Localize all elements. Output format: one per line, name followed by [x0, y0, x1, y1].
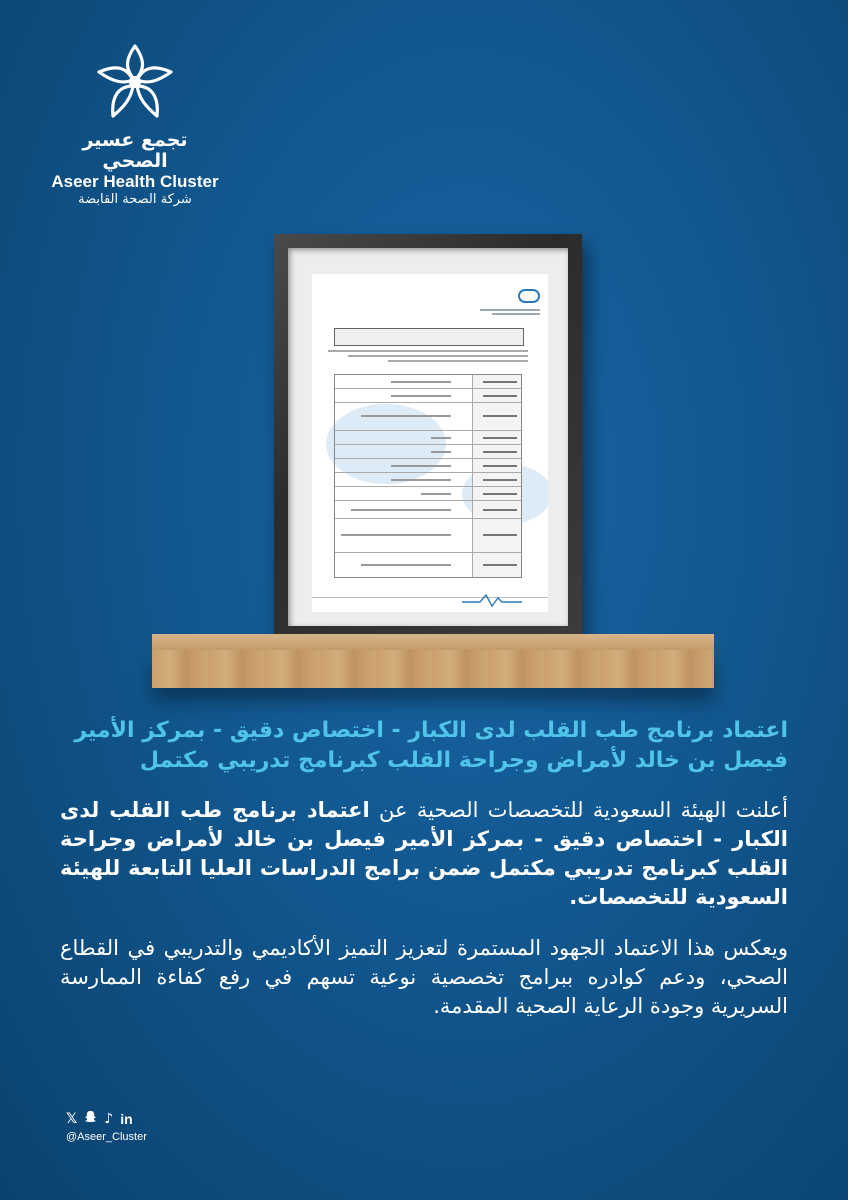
snapchat-icon[interactable] — [84, 1110, 97, 1127]
certificate-paragraph — [328, 350, 528, 365]
body-paragraph-2: ويعكس هذا الاعتماد الجهود المستمرة لتعزيز التميز الأكاديمي والتدريبي في القطاع الصحي، ودعم كوادره ببرامج تخصصية نوعية تسهم في رفع كفاءة الممارسة السريرية وجودة الرعاية الصحية المقدمة. — [60, 936, 788, 1018]
brand-subtitle: شركة الصحة القابضة — [78, 192, 192, 208]
brand-name-en: Aseer Health Cluster — [51, 171, 219, 191]
headline — [60, 716, 788, 776]
tiktok-icon[interactable]: ♪ — [104, 1110, 114, 1127]
headline-line-1: اعتماد برنامج طب القلب لدى الكبار - اختصاص دقيق - بمركز الأمير — [74, 718, 788, 743]
social-links — [66, 1110, 147, 1143]
frame-mat — [288, 248, 568, 626]
headline-line-2: فيصل بن خالد لأمراض وجراحة القلب كبرنامج تدريبي مكتمل — [139, 748, 788, 773]
star-flower-logo-icon — [93, 40, 177, 124]
heartbeat-wave-icon — [462, 592, 522, 608]
certificate-title-box — [334, 328, 524, 346]
body-paragraph-1 — [60, 796, 788, 912]
x-icon[interactable]: 𝕏 — [66, 1110, 78, 1127]
certificate-document-image — [312, 274, 548, 612]
wooden-shelf — [152, 650, 714, 688]
brand-name-ar: تجمع عسير الصحي — [82, 129, 188, 172]
paragraph-1-intro: أعلنت الهيئة السعودية للتخصصات الصحية عن — [369, 798, 788, 822]
brand-logo — [50, 40, 220, 209]
paragraph-1-bold: اعتماد برنامج طب القلب لدى الكبار - اختصاص دقيق - بمركز الأمير فيصل بن خالد لأمراض وجراحة القلب كبرنامج تدريبي مكتمل ضمن برامج الدراسات العليا التابعة للهيئة السعودية للتخصصات. — [60, 798, 788, 909]
shelf-top — [152, 634, 714, 650]
certificate-header — [460, 288, 540, 315]
picture-frame — [274, 234, 582, 640]
linkedin-icon[interactable]: in — [120, 1110, 133, 1127]
social-handle[interactable]: @Aseer_Cluster — [66, 1131, 147, 1143]
certificate-table — [334, 374, 522, 578]
